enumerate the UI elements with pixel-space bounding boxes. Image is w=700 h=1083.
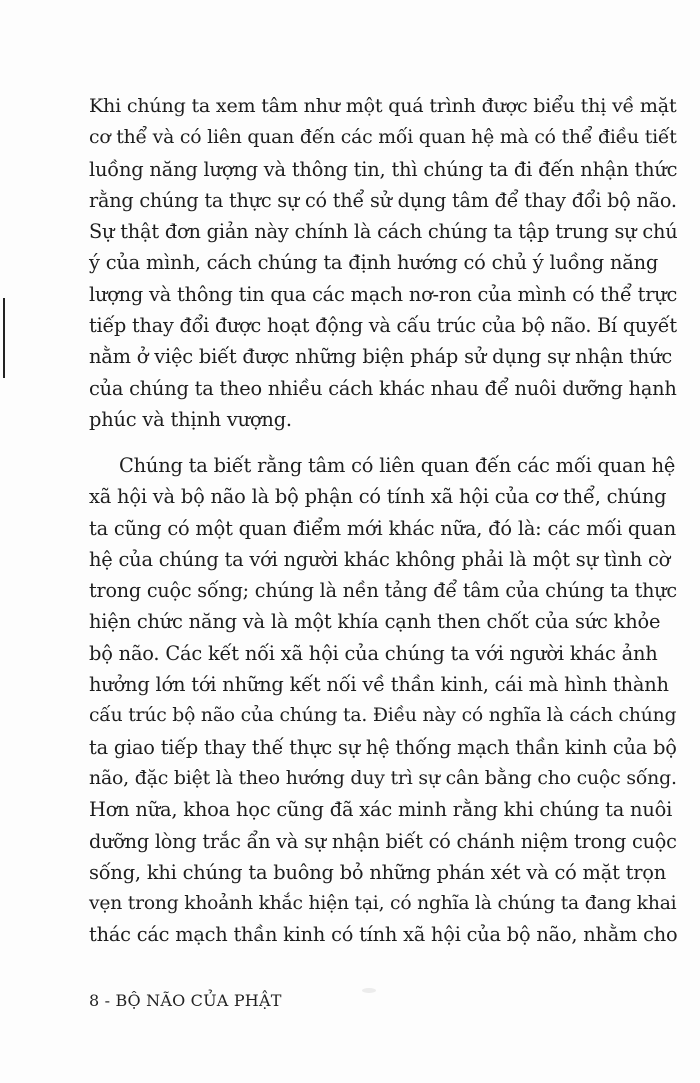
text-line: phúc và thịnh vượng. [89, 407, 292, 431]
text-line: dưỡng lòng trắc ẩn và sự nhận biết có chánh niệm trong cuộc [89, 829, 677, 853]
text-line: luồng năng lượng và thông tin, thì chúng ta đi đến nhận thức [89, 157, 678, 181]
text-line: ý của mình, cách chúng ta định hướng có chủ ý luồng năng [89, 251, 659, 275]
paragraph-1 [89, 91, 677, 435]
text-line: cơ thể và có liên quan đến các mối quan hệ mà có thể điều tiết [89, 127, 677, 149]
text-line: Khi chúng ta xem tâm như một quá trình được biểu thị về mặt [89, 95, 677, 117]
text-line: nằm ở việc biết được những biện pháp sử dụng sự nhận thức [89, 345, 673, 369]
text-line: tiếp thay đổi được hoạt động và cấu trúc của bộ não. Bí quyết [89, 314, 677, 338]
text-line: não, đặc biệt là theo hướng duy trì sự cân bằng cho cuộc sống. [89, 766, 677, 789]
text-line: trong cuộc sống; chúng là nền tảng để tâm của chúng ta thực [89, 579, 677, 603]
text-line: Hơn nữa, khoa học cũng đã xác minh rằng khi chúng ta nuôi [89, 798, 673, 822]
text-line: lượng và thông tin qua các mạch nơ-ron của mình có thể trực [89, 282, 678, 306]
text-line: hệ của chúng ta với người khác không phải là một sự tình cờ [89, 547, 671, 571]
page-footer: 8 - BỘ NÃO CỦA PHẬT [89, 991, 282, 1010]
paragraph-2 [89, 450, 677, 951]
text-line: Sự thật đơn giản này chính là cách chúng ta tập trung sự chú [89, 220, 678, 244]
text-line: cấu trúc bộ não của chúng ta. Điều này có nghĩa là cách chúng [89, 705, 677, 727]
text-line: Chúng ta biết rằng tâm có liên quan đến các mối quan hệ [119, 454, 676, 477]
text-line: hiện chức năng và là một khía cạnh then chốt của sức khỏe [89, 610, 661, 634]
text-line: xã hội và bộ não là bộ phận có tính xã hội của cơ thể, chúng [89, 485, 667, 509]
text-line: vẹn trong khoảnh khắc hiện tại, có nghĩa là chúng ta đang khai [89, 893, 677, 915]
text-line: ta giao tiếp thay thế thực sự hệ thống mạch thần kinh của bộ [89, 735, 677, 759]
text-line: thác các mạch thần kinh có tính xã hội của bộ não, nhằm cho [89, 923, 678, 947]
text-line: bộ não. Các kết nối xã hội của chúng ta với người khác ảnh [89, 641, 658, 665]
page-smudge [362, 988, 376, 993]
text-line: hưởng lớn tới những kết nối về thần kinh, cái mà hình thành [89, 673, 669, 697]
text-line: của chúng ta theo nhiều cách khác nhau để nuôi dưỡng hạnh [89, 376, 677, 400]
text-line: ta cũng có một quan điểm mới khác nữa, đó là: các mối quan [89, 516, 677, 540]
text-line: sống, khi chúng ta buông bỏ những phán xét và có mặt trọn [89, 860, 667, 884]
text-line: rằng chúng ta thực sự có thể sử dụng tâm để thay đổi bộ não. [89, 188, 677, 212]
page-edge-mark [3, 298, 5, 378]
